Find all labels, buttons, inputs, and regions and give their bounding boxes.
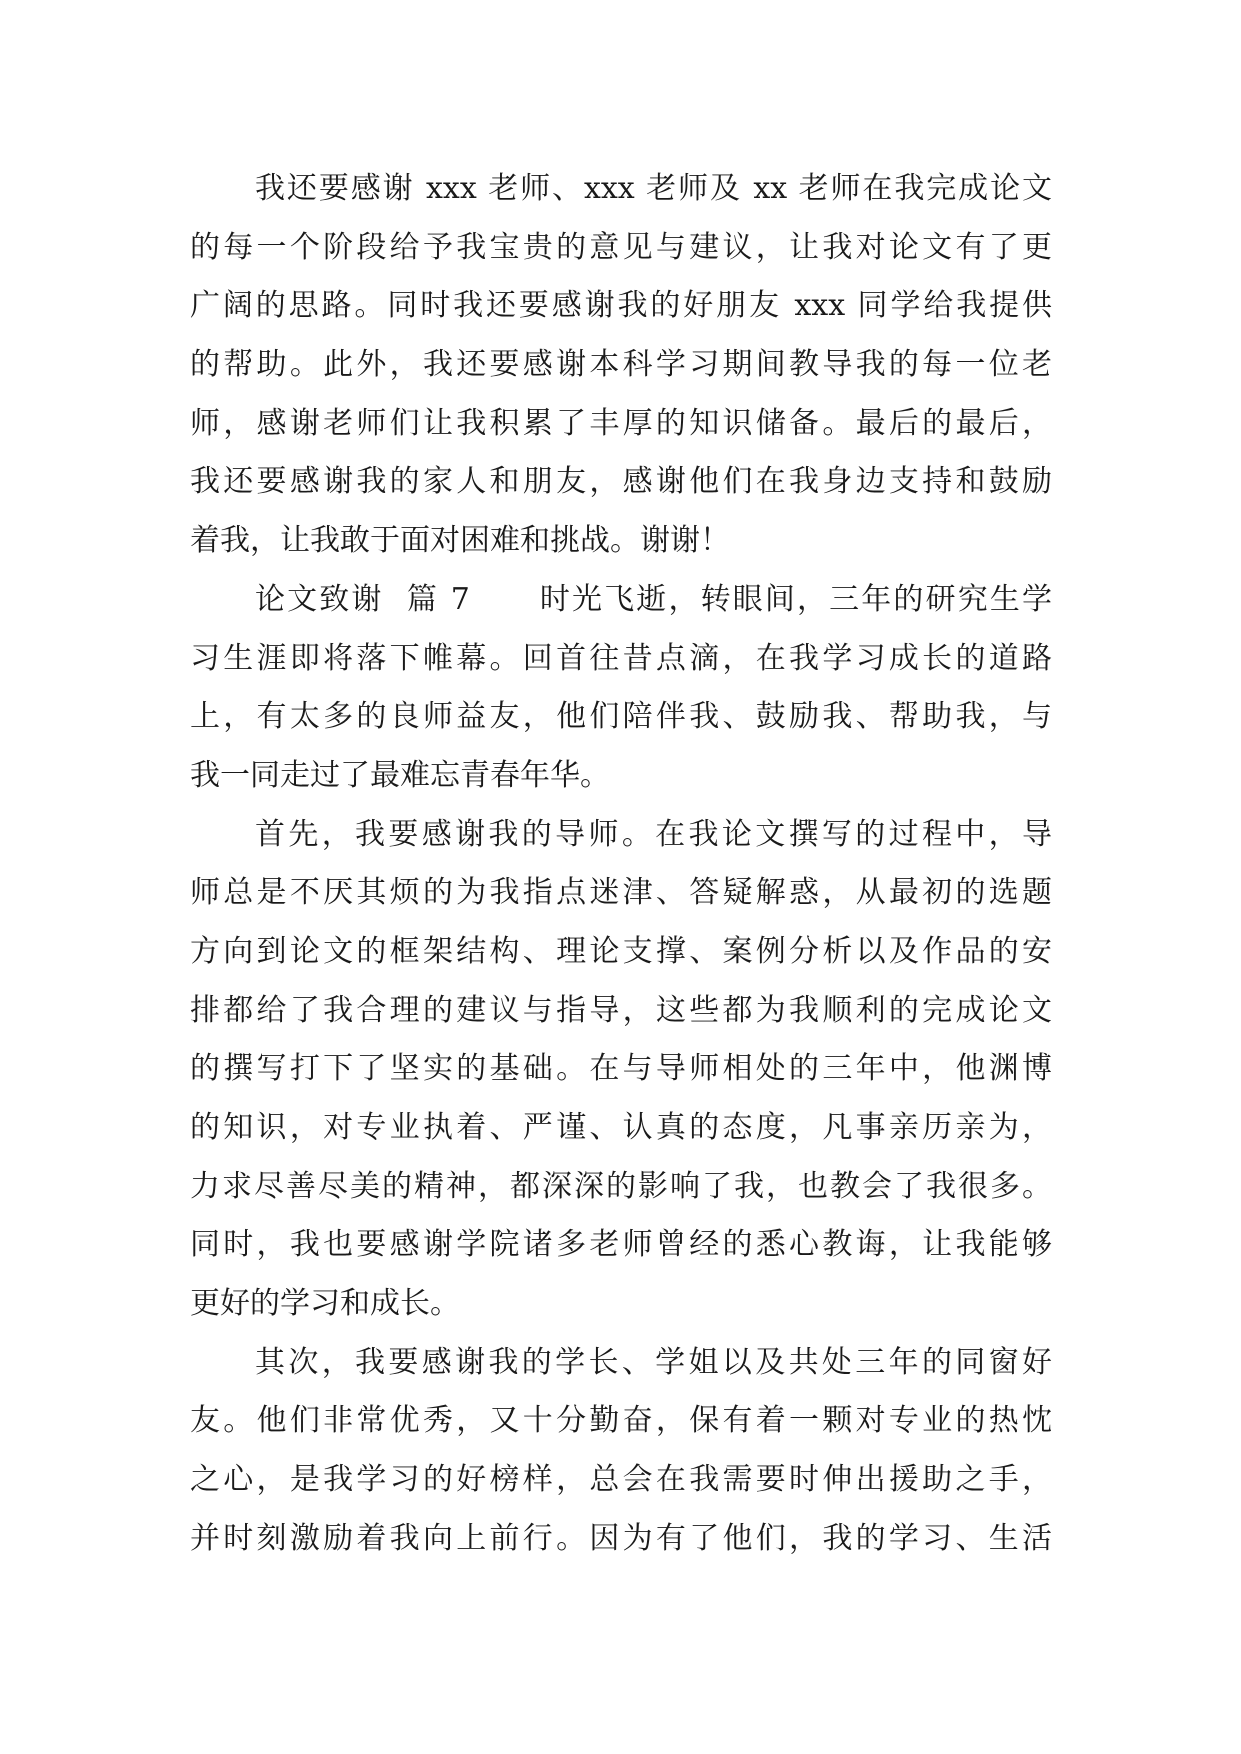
text-line: 我一同走过了最难忘青春年华。 <box>190 757 610 793</box>
text-line: 师，感谢老师们让我积累了丰厚的知识储备。最后的最后， <box>190 405 1052 441</box>
text-line: 上，有太多的良师益友，他们陪伴我、鼓励我、帮助我，与 <box>190 699 1052 735</box>
text-line: 排都给了我合理的建议与指导，这些都为我顺利的完成论文 <box>190 992 1052 1028</box>
text-line: 着我，让我敢于面对困难和挑战。谢谢！ <box>190 523 730 559</box>
text-line: 我还要感谢我的家人和朋友，感谢他们在我身边支持和鼓励 <box>190 464 1052 500</box>
text-line: 的撰写打下了坚实的基础。在与导师相处的三年中，他渊博 <box>190 1051 1052 1087</box>
text-line: 更好的学习和成长。 <box>190 1286 460 1322</box>
text-line: 我还要感谢 xxx 老师、xxx 老师及 xx 老师在我完成论文 <box>255 171 1052 206</box>
text-line: 之心，是我学习的好榜样，总会在我需要时伸出援助之手， <box>190 1462 1052 1498</box>
text-line: 论文致谢 篇 7 时光飞逝，转眼间，三年的研究生学 <box>255 581 1052 617</box>
text-line: 的知识，对专业执着、严谨、认真的态度，凡事亲历亲为， <box>190 1110 1052 1145</box>
paragraph-section-heading <box>190 571 1052 806</box>
text-line: 的每一个阶段给予我宝贵的意见与建议，让我对论文有了更 <box>190 229 1052 265</box>
text-line: 力求尽善尽美的精神，都深深的影响了我，也教会了我很多。 <box>190 1168 1052 1204</box>
text-line: 其次，我要感谢我的学长、学姐以及共处三年的同窗好 <box>255 1344 1052 1380</box>
text-line: 首先，我要感谢我的导师。在我论文撰写的过程中，导 <box>255 816 1052 852</box>
text-line: 广阔的思路。同时我还要感谢我的好朋友 xxx 同学给我提供 <box>190 288 1052 324</box>
text-line: 并时刻激励着我向上前行。因为有了他们，我的学习、生活 <box>190 1520 1052 1556</box>
text-line: 同时，我也要感谢学院诸多老师曾经的悉心教诲，让我能够 <box>190 1227 1052 1263</box>
text-line: 方向到论文的框架结构、理论支撑、案例分析以及作品的安 <box>190 933 1052 969</box>
text-line: 友。他们非常优秀，又十分勤奋，保有着一颗对专业的热忱 <box>190 1403 1052 1439</box>
paragraph <box>190 806 1052 1334</box>
paragraph <box>190 1334 1052 1569</box>
text-line: 的帮助。此外，我还要感谢本科学习期间教导我的每一位老 <box>190 347 1052 383</box>
document-body <box>190 160 1052 1569</box>
text-line: 师总是不厌其烦的为我指点迷津、答疑解惑，从最初的选题 <box>190 875 1052 911</box>
text-line: 习生涯即将落下帷幕。回首往昔点滴，在我学习成长的道路 <box>190 640 1052 676</box>
paragraph <box>190 160 1052 571</box>
